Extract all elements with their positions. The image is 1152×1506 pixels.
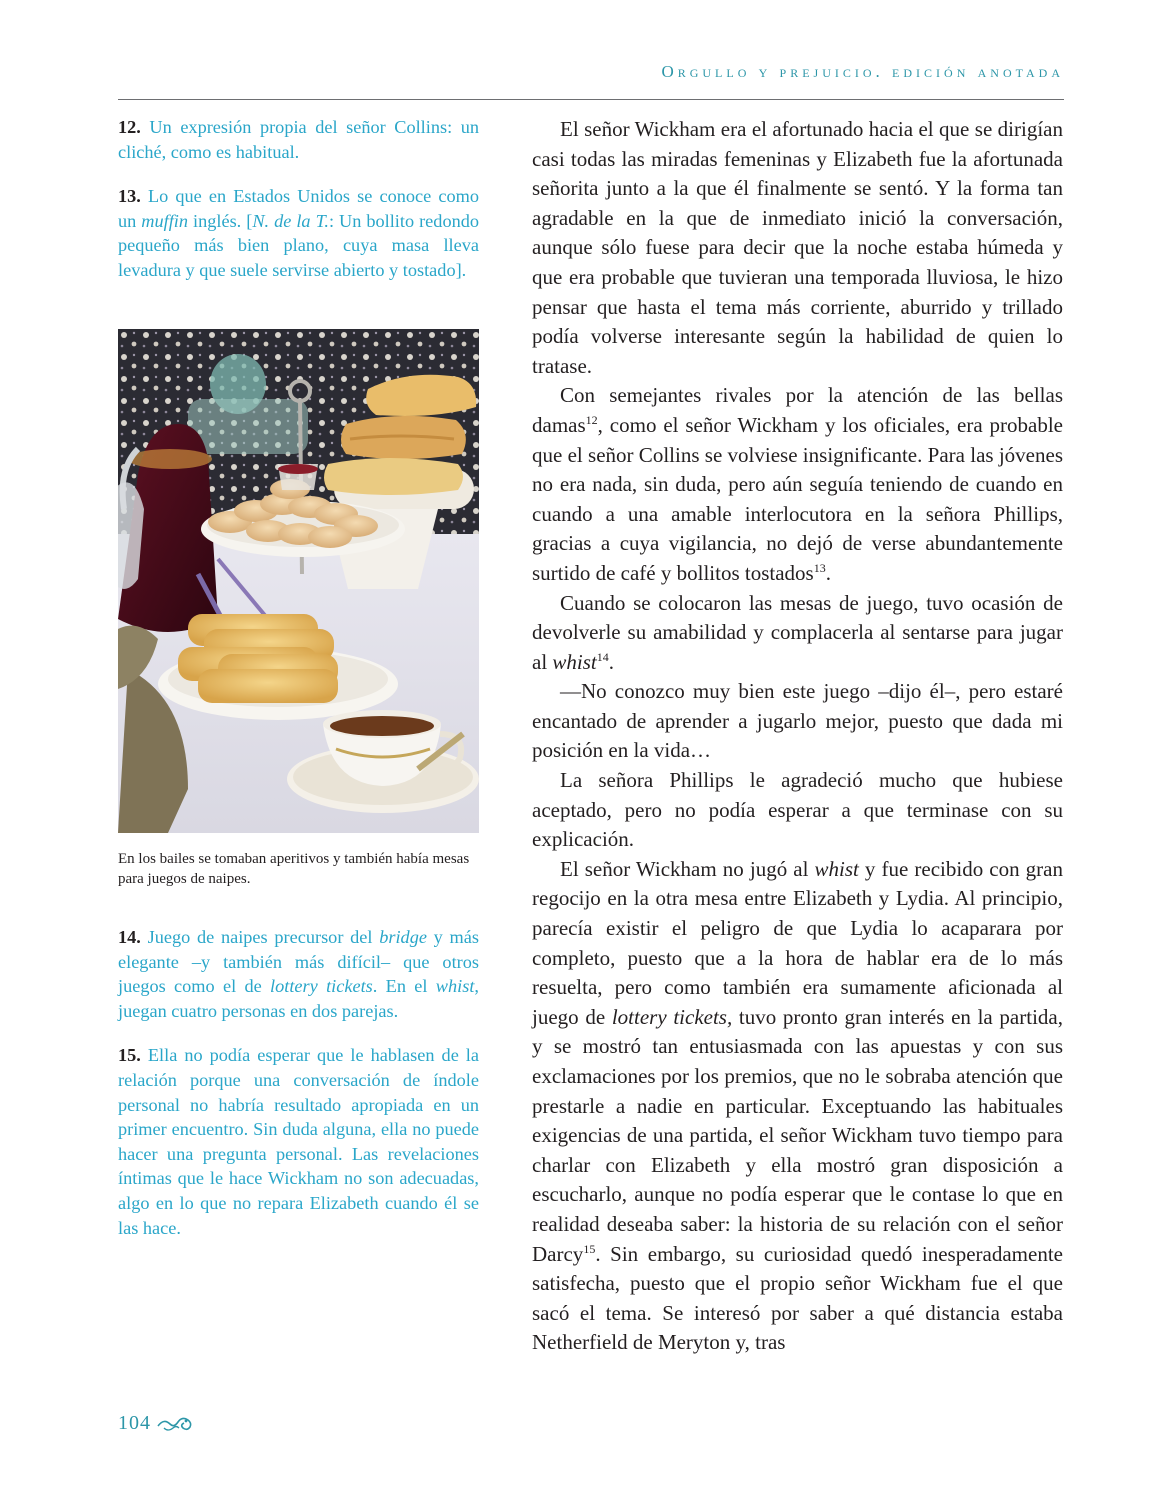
footnote-15: [118, 1043, 479, 1240]
footnote-number: 14.: [118, 927, 141, 947]
footnote-14: [118, 925, 479, 1023]
body-paragraph: La señora Phillips le agradeció mucho que hubiese aceptado, pero no podía esperar a que terminase con su explicación.: [532, 768, 1063, 852]
body-paragraph: —No conozco muy bien este juego –dijo él–, pero estaré encantado de aprender a jugarlo mejor, puesto que dada mi posición en la vida…: [532, 679, 1063, 763]
body-paragraph: El señor Wickham no jugó al whist y fue recibido con gran regocijo en la otra mesa entre Elizabeth y Lydia. Al principio, parecía existir el peligro de que Lydia lo acaparara por completo, puesto que a la hora de hablar era de lo más resuelta, pero como también era sumamente aficionada al juego de lottery tickets, tuvo pronto gran interés en la partida, y se mostró tan entusiasmada con las apuestas y con sus exclamaciones por los premios, que no le sobraba atención que prestarle a nadie en particular. Exceptuando las habituales exigencias de una partida, el señor Wickham tuvo tiempo para charlar con Elizabeth y ella mostró gran disposición a escucharlo, aunque no podía esperar que le contase lo que en realidad deseaba saber: la historia de su relación con el señor Darcy$^{15}$. Sin embargo, su curiosidad quedó inesperadamente satisfecha, puesto que el propio señor Wickham fue el que sacó el tema. Se interesó por saber a qué distancia estaba Netherfield de Meryton y, tras: [532, 856, 1063, 1355]
footnote-text: Juego de naipes precursor del bridge y más elegante –y también más difícil– que otros juegos como el de lottery tickets. En el whist, juegan cuatro personas en dos parejas.: [118, 927, 479, 1021]
footnote-text: Un expresión propia del señor Collins: un cliché, como es habitual.: [118, 117, 479, 162]
tea-table-photo: [118, 329, 479, 833]
photo-caption: En los bailes se tomaban aperitivos y también había mesas para juegos de naipes.: [118, 851, 470, 887]
flourish-ornament-icon: [156, 1412, 194, 1434]
footnote-number: 13.: [118, 186, 141, 207]
notes-bottom: [118, 925, 479, 1240]
footnote-text: Ella no podía esperar que le hablasen de la relación porque una conversación de índole personal no habría resultado apropiada en un primer encuentro. Sin duda alguna, ella no puede hacer una pregunta personal. Las revelaciones íntimas que le hace Wickham no son adecuadas, algo en lo que no repara Elizabeth cuando él se las hace.: [118, 1045, 479, 1238]
footnote-number: 15.: [118, 1045, 141, 1066]
body-paragraph: Con semejantes rivales por la atención de las bellas damas$^{12}$, como el señor Wickham y los oficiales, era probable que el señor Collins se volviese insignificante. Para las jóvenes no era nada, sin duda, pero aún seguía teniendo de cuando en cuando a una amable interlocutora en la señora Phillips, gracias a cuya vigilancia, no dejó de verse abundantemente surtido de café y bollitos tostados$^{13}$.: [532, 383, 1063, 585]
footnote-text: Lo que en Estados Unidos se conoce como un muffin inglés. [N. de la T.: Un bollito redondo pequeño más bien plano, cuya masa lleva levadura y que suele servirse abierto y tostado].: [118, 186, 480, 280]
main-text: [532, 115, 1063, 1358]
body-paragraph: El señor Wickham era el afortunado hacia el que se dirigían casi todas las miradas femeninas y Elizabeth fue la afortunada señorita junto a la que él finalmente se sentó. Y la forma tan agradable en la que de inmediato inició la conversación, aunque sólo fuese para decir que la noche estaba húmeda y que era probable que tuvieran una temporada lluviosa, le hizo pensar que hasta el tema más corriente, aburrido y trillado podía volverse interesante según la habilidad de quien lo tratase.: [532, 117, 1063, 378]
page-number: 104: [118, 1412, 151, 1434]
running-header: Orgullo y prejuicio. edición anotada: [661, 62, 1064, 81]
body-paragraph: Cuando se colocaron las mesas de juego, tuvo ocasión de devolverle su amabilidad y complacerla al sentarse para jugar al whist$^{14}$.: [532, 590, 1063, 674]
header-rule: [118, 99, 1064, 100]
footnote-12: [118, 115, 479, 164]
footnote-13: [118, 184, 479, 282]
notes-top: [118, 115, 479, 283]
footnote-number: 12.: [118, 117, 141, 137]
